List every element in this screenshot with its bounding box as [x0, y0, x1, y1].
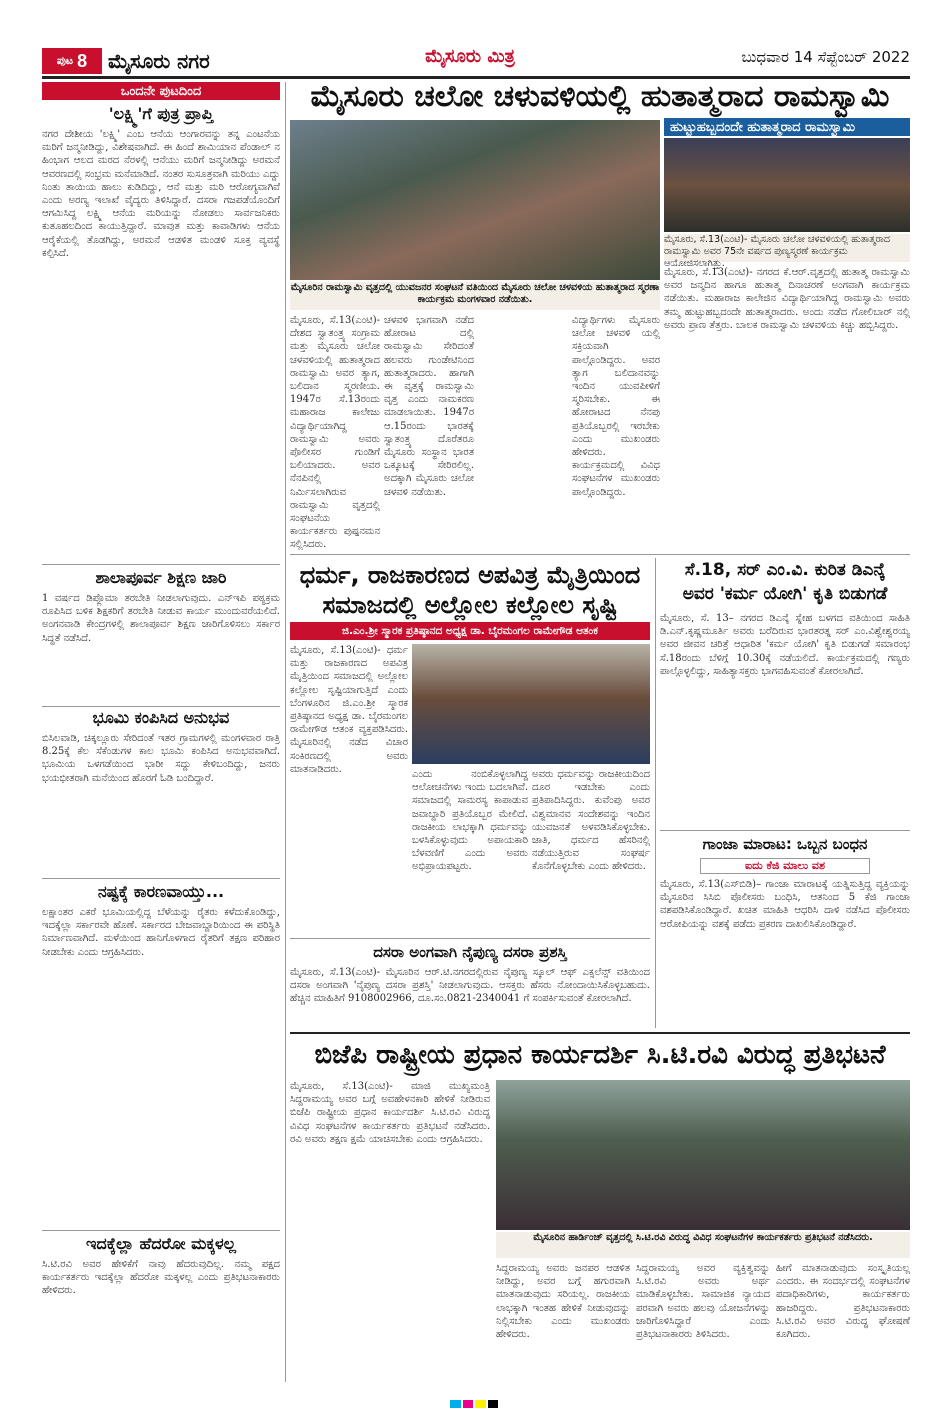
dasara-headline: ದಸರಾ ಅಂಗವಾಗಿ ನೈಪುಣ್ಯ ದಸರಾ ಪ್ರಶಸ್ತಿ	[373, 943, 567, 961]
black-mark	[488, 1400, 499, 1408]
dharma-headline-2: ಸಮಾಜದಲ್ಲಿ ಅಲ್ಲೋಲ ಕಲ್ಲೋಲ ಸೃಷ್ಟಿ	[322, 591, 618, 619]
bottom-story-headline: ಬಿಜೆಪಿ ರಾಷ್ಟ್ರೀಯ ಪ್ರಧಾನ ಕಾರ್ಯದರ್ಶಿ ಸಿ.ಟಿ.ರವಿ ವಿರುದ್ಧ ಪ್ರತಿಭಟನೆ	[314, 1040, 886, 1070]
column-divider	[655, 558, 656, 1028]
continued-kicker: ಒಂದನೇ ಪುಟದಿಂದ	[42, 82, 280, 100]
dharma-photo	[412, 644, 650, 764]
divider	[42, 564, 280, 565]
sidebar-photo	[664, 138, 910, 232]
sidebar-caption: ಮೈಸೂರು, ಸೆ.13(ಎಂಟಿ)- ಮೈಸೂರು ಚಲೋ ಚಳವಳಿಯಲ್ಲಿ ಹುತಾತ್ಮರಾದ ರಾಮಸ್ವಾಮಿ ಅವರ 75ನೇ ವರ್ಷದ ಪುಣ್ಯಸ್ಮರಣೆ ಕಾರ್ಯಕ್ರಮ ಆಯೋಜಿಸಲಾಗಿತ್ತು.	[664, 234, 910, 262]
story-loss-title: ನಷ್ಟಕ್ಕೆ ಕಾರಣವಾಯ್ತು...	[97, 882, 225, 901]
divider	[660, 830, 910, 831]
top-story-headline: ಮೈಸೂರು ಚಲೋ ಚಳುವಳಿಯಲ್ಲಿ ಹುತಾತ್ಮರಾದ ರಾಮಸ್ವಾಮಿ	[310, 79, 890, 114]
divider	[290, 938, 650, 939]
story-lakshmi-title: 'ಲಕ್ಷ್ಮಿ'ಗೆ ಪುತ್ರ ಪ್ರಾಪ್ತಿ	[108, 104, 214, 123]
story-preschool-title: ಶಾಲಾಪೂರ್ವ ಶಿಕ್ಷಣ ಜಾರಿ	[95, 568, 227, 587]
karma-headline-1: ಸೆ.18, ಸರ್ ಎಂ.ವಿ. ಕುರಿತ ಡಿಎನ್ಕೆ	[684, 560, 886, 580]
cyan-mark	[450, 1400, 461, 1408]
page-number-badge	[42, 48, 102, 74]
story-fear-title: ಇದಕ್ಕೆಲ್ಲಾ ಹೆದರೋ ಮಕ್ಕಳಲ್ಲ	[85, 1234, 237, 1253]
section-name: ಮೈಸೂರು ನಗರ	[108, 49, 210, 73]
top-story-body-col1: ಮೈಸೂರು, ಸೆ.13(ಎಂಟಿ)- ದೇಶದ ಸ್ವಾತಂತ್ರ್ಯ ಸಂಗ್ರಾಮ ಮತ್ತು ಮೈಸೂರು ಚಲೋ ಚಳವಳಿಯಲ್ಲಿ ಹುತಾತ್ಮರಾದ ರಾಮಸ್ವಾಮಿ ಅವರ ತ್ಯಾಗ, ಬಲಿದಾನ ಸ್ಮರಣೀಯ. 1947ರ ಸೆ.13ರಂದು ಮಹಾರಾಜ ಕಾಲೇಜು ವಿದ್ಯಾರ್ಥಿಯಾಗಿದ್ದ ರಾಮಸ್ವಾಮಿ ಅವರು ಪೊಲೀಸರ ಗುಂಡಿಗೆ ಬಲಿಯಾದರು. ಅವರ ನೆನಪಿನಲ್ಲಿ ನಿರ್ಮಿಸಲಾಗಿರುವ ರಾಮಸ್ವಾಮಿ ವೃತ್ತದಲ್ಲಿ ಸಂಘಟನೆಯ ಕಾರ್ಯಕರ್ತರು ಪುಷ್ಪನಮನ ಸಲ್ಲಿಸಿದರು.	[290, 315, 380, 551]
top-story-body-col4: ಮೈಸೂರು, ಸೆ.13(ಎಂಟಿ)- ನಗರದ ಕೆ.ಆರ್.ವೃತ್ತದಲ್ಲಿ ಹುತಾತ್ಮ ರಾಮಸ್ವಾಮಿ ಅವರ ಜನ್ಮದಿನ ಹಾಗೂ ಹುತಾತ್ಮ ದಿನಾಚರಣೆ ಅಂಗವಾಗಿ ಕಾರ್ಯಕ್ರಮ ನಡೆಯಿತು. ಮಹಾರಾಜ ಕಾಲೇಜಿನ ವಿದ್ಯಾರ್ಥಿಯಾಗಿದ್ದ ರಾಮಸ್ವಾಮಿ ಅವರು ತಮ್ಮ ಹುಟ್ಟುಹಬ್ಬದಂದೇ ಹುತಾತ್ಮರಾದರು. ಅಂದು ನಡೆದ ಗೋಲಿಬಾರ್ ನಲ್ಲಿ ಅವರು ಪ್ರಾಣ ತೆತ್ತರು. ಬಾಲಕ ರಾಮಸ್ವಾಮಿ ಚಳವಳಿಯ ಕಿಚ್ಚು ಹಬ್ಬಿಸಿದ್ದರು.	[664, 267, 910, 331]
ganja-subhead: ಐದು ಕೆಜಿ ಮಾಲು ವಶ	[700, 858, 870, 874]
divider	[290, 1032, 910, 1034]
bottom-story-photo-caption: ಮೈಸೂರಿನ ಹಾರ್ಡಿಂಜ್ ವೃತ್ತದಲ್ಲಿ ಸಿ.ಟಿ.ರವಿ ವಿರುದ್ಧ ವಿವಿಧ ಸಂಘಟನೆಗಳ ಕಾರ್ಯಕರ್ತರು ಪ್ರತಿಭಟನೆ ನಡೆಸಿದರು.	[496, 1232, 910, 1258]
sidebar-kicker: ಹುಟ್ಟುಹಬ್ಬದಂದೇ ಹುತಾತ್ಮರಾದ ರಾಮಸ್ವಾಮಿ	[664, 118, 910, 136]
divider	[42, 706, 280, 707]
column-divider	[285, 82, 286, 1382]
karma-headline-2: ಅವರ 'ಕರ್ಮ ಯೋಗಿ' ಕೃತಿ ಬಿಡುಗಡೆ	[682, 584, 888, 604]
top-story-photo	[290, 120, 660, 280]
page-number: 8	[77, 50, 88, 71]
bottom-story-body-col2: ಸಿದ್ದರಾಮಯ್ಯ ಅವರು ಜನಪರ ಆಡಳಿತ ನೀಡಿದ್ದು, ಅವರ ಬಗ್ಗೆ ಹಗುರವಾಗಿ ಮಾತನಾಡುವುದು ಸರಿಯಲ್ಲ. ರಾಜಕೀಯ ಲಾಭಕ್ಕಾಗಿ ಇಂತಹ ಹೇಳಿಕೆ ನೀಡುವುದನ್ನು ನಿಲ್ಲಿಸಬೇಕು ಎಂದು ಮುಖಂಡರು ಹೇಳಿದರು.	[496, 1263, 630, 1341]
top-story-body-col2: ಚಳವಳಿ ಭಾಗವಾಗಿ ನಡೆದ ಹೋರಾಟ ದಲ್ಲಿ ರಾಮಸ್ವಾಮಿ ಸೇರಿದಂತೆ ಹಲವರು ಗುಂಡೇಟಿನಿಂದ ಹುತಾತ್ಮರಾದರು. ಹಾಗಾಗಿ ಈ ವೃತ್ತಕ್ಕೆ ರಾಮಸ್ವಾಮಿ ವೃತ್ತ ಎಂದು ನಾಮಕರಣ ಮಾಡಲಾಯಿತು. 1947ರ ಆ.15ರಂದು ಭಾರತಕ್ಕೆ ಸ್ವಾತಂತ್ರ್ಯ ದೊರೆತರೂ ಮೈಸೂರು ಸಂಸ್ಥಾನ ಭಾರತ ಒಕ್ಕೂಟಕ್ಕೆ ಸೇರಿರಲಿಲ್ಲ. ಅದಕ್ಕಾಗಿ ಮೈಸೂರು ಚಲೋ ಚಳವಳಿ ನಡೆಯಿತು.	[384, 315, 474, 498]
issue-date: ಬುಧವಾರ 14 ಸೆಪ್ಟೆಂಬರ್ 2022	[741, 48, 910, 66]
divider	[290, 554, 910, 555]
magenta-mark	[463, 1400, 474, 1408]
ganja-headline: ಗಾಂಜಾ ಮಾರಾಟ: ಒಬ್ಬನ ಬಂಧನ	[702, 835, 868, 853]
color-registration-marks	[450, 1400, 498, 1408]
top-story-body-col3: ವಿದ್ಯಾರ್ಥಿಗಳು ಮೈಸೂರು ಚಲೋ ಚಳವಳಿ ಯಲ್ಲಿ ಸಕ್ರಿಯವಾಗಿ ಪಾಲ್ಗೊಂಡಿದ್ದರು. ಅವರ ತ್ಯಾಗ ಬಲಿದಾನವನ್ನು ಇಂದಿನ ಯುವಪೀಳಿಗೆ ಸ್ಮರಿಸಬೇಕು. ಈ ಹೋರಾಟದ ನೆನಪು ಪ್ರತಿಯೊಬ್ಬರಲ್ಲಿ ಇರಬೇಕು ಎಂದು ಮುಖಂಡರು ಹೇಳಿದರು. ಕಾರ್ಯಕ್ರಮದಲ್ಲಿ ವಿವಿಧ ಸಂಘಟನೆಗಳ ಮುಖಂಡರು ಪಾಲ್ಗೊಂಡಿದ್ದರು.	[572, 315, 660, 498]
dharma-body-col3: ಅವರು ಧರ್ಮವನ್ನು ರಾಜಕೀಯದಿಂದ ದೂರ ಇಡಬೇಕು ಎಂದು ಪ್ರತಿಪಾದಿಸಿದ್ದರು. ಕುವೆಂಪು ಅವರ ವಿಶ್ವಮಾನವ ಸಂದೇಶವನ್ನು ಇಂದಿನ ಯುವಜನತೆ ಅಳವಡಿಸಿಕೊಳ್ಳಬೇಕು. ಜಾತಿ, ಧರ್ಮದ ಹೆಸರಿನಲ್ಲಿ ನಡೆಯುತ್ತಿರುವ ಸಂಘರ್ಷ ಕೊನೆಗೊಳ್ಳಬೇಕು ಎಂದು ಹೇಳಿದರು.	[532, 769, 650, 873]
dharma-body-col2: ಎಂದು ನಂಬಿಕೊಳ್ಳಲಾಗಿದ್ದ ಆಲೋಚನೆಗಳು ಇಂದು ಬದಲಾಗಿವೆ. ಸಮಾಜದಲ್ಲಿ ಸಾಮರಸ್ಯ ಕಾಪಾಡುವ ಜವಾಬ್ದಾರಿ ಪ್ರತಿಯೊಬ್ಬರ ಮೇಲಿದೆ. ರಾಜಕೀಯ ಲಾಭಕ್ಕಾಗಿ ಧರ್ಮವನ್ನು ಬಳಸಿಕೊಳ್ಳುವುದು ಅಪಾಯಕಾರಿ ಬೆಳವಣಿಗೆ ಎಂದು ಅವರು ಅಭಿಪ್ರಾಯಪಟ್ಟರು.	[412, 769, 528, 873]
divider	[42, 878, 280, 879]
story-preschool-body: 1 ವರ್ಷದ ಡಿಪ್ಲೊಮಾ ತರಬೇತಿ ನೀಡಲಾಗುವುದು. ಎನ್‌ಇಪಿ ಪಠ್ಯಕ್ರಮ ರೂಪಿಸಿದ ಬಳಿಕ ಶಿಕ್ಷಕರಿಗೆ ತರಬೇತಿ ನೀಡುವ ಕಾರ್ಯ ಮುಂದುವರೆಯಲಿದೆ. ಅಂಗನವಾಡಿ ಕೇಂದ್ರಗಳಲ್ಲಿ ಶಾಲಾಪೂರ್ವ ಶಿಕ್ಷಣ ಜಾರಿಗೊಳಿಸಲು ಸರ್ಕಾರ ಸಿದ್ಧತೆ ನಡೆಸಿದೆ.	[42, 593, 280, 644]
karma-body: ಮೈಸೂರು, ಸೆ. 13– ನಗರದ ಡಿಎನ್ಕೆ ಸ್ನೇಹ ಬಳಗದ ವತಿಯಿಂದ ಸಾಹಿತಿ ಡಿ.ಎನ್.ಕೃಷ್ಣಮೂರ್ತಿ ಅವರು ಬರೆದಿರುವ ಭಾರತರತ್ನ ಸರ್ ಎಂ.ವಿಶ್ವೇಶ್ವರಯ್ಯ ಅವರ ಜೀವನ ಚರಿತ್ರೆ ಆಧಾರಿತ 'ಕರ್ಮ ಯೋಗಿ' ಕೃತಿ ಬಿಡುಗಡೆ ಸಮಾರಂಭ ಸೆ.18ರಂದು ಬೆಳಿಗ್ಗೆ 10.30ಕ್ಕೆ ನಡೆಯಲಿದೆ. ಕಾರ್ಯಕ್ರಮದಲ್ಲಿ ಗಣ್ಯರು ಪಾಲ್ಗೊಳ್ಳಲಿದ್ದು, ಸಾಹಿತ್ಯಾಸಕ್ತರು ಭಾಗವಹಿಸುವಂತೆ ಕೋರಲಾಗಿದೆ.	[660, 613, 910, 677]
story-lakshmi-body: ನಗರ ದೇಶೀಯ 'ಲಕ್ಷ್ಮಿ' ಎಂಬ ಆನೆಯ ಆಂಗಾರವನ್ನು ತನ್ನ ಎಂಟನೆಯ ಮರಿಗೆ ಜನ್ಮನೀಡಿದ್ದು, ವಿಶೇಷವಾಗಿದೆ. ಈ ಹಿಂದೆ ಶಾಮಿಯಾನ ಪೆಂಡಾಲ್ ನ ಹಿಂಭಾಗ ಆಲದ ಮರದ ನೆರಳಲ್ಲಿ ಆನೆಯು ಮರಿಗೆ ಜನ್ಮನೀಡಿದ್ದು ಅರಮನೆ ಆವರಣದಲ್ಲಿ ಸಂಭ್ರಮ ಮನೆಮಾಡಿದೆ. ನಂತರ ಸುಸೂತ್ರವಾಗಿ ಮರಿಯು ಎದ್ದು ನಿಂತು ತಾಯಿಯ ಹಾಲು ಕುಡಿದಿದ್ದು, ಆನೆ ಮತ್ತು ಮರಿ ಆರೋಗ್ಯವಾಗಿವೆ ಎಂದು ಅರಣ್ಯ ಇಲಾಖೆ ವೈದ್ಯರು ತಿಳಿಸಿದ್ದಾರೆ. ದಸರಾ ಗಜಪಡೆಯೊಂದಿಗೆ ಆಗಮಿಸಿದ್ದ ಲಕ್ಷ್ಮಿ ಆನೆಯ ಮರಿಯನ್ನು ನೋಡಲು ಸಾರ್ವಜನಿಕರು ಕುತೂಹಲದಿಂದ ಕಾಯುತ್ತಿದ್ದಾರೆ. ಮಾವುತ ಮತ್ತು ಕಾವಾಡಿಗಳು ಆನೆಯ ಆರೈಕೆಯಲ್ಲಿ ತೊಡಗಿದ್ದು, ಅರಮನೆ ಆಡಳಿತ ಮಂಡಳಿ ಸೂಕ್ತ ವ್ಯವಸ್ಥೆ ಕಲ್ಪಿಸಿದೆ.	[42, 129, 280, 259]
story-earthquake-body: ಬಿಸಿಲವಾಡಿ, ಚಿಕ್ಕಲ್ಲೂರು ಸೇರಿದಂತೆ ಇತರ ಗ್ರಾಮಗಳಲ್ಲಿ ಮಂಗಳವಾರ ರಾತ್ರಿ 8.25ಕ್ಕೆ ಕೆಲ ಸೆಕೆಂಡುಗಳ ಕಾಲ ಭೂಮಿ ಕಂಪಿಸಿದ ಅನುಭವವಾಗಿದೆ. ಭೂಮಿಯ ಒಳಗಡೆಯಿಂದ ಭಾರೀ ಸದ್ದು ಕೇಳಿಬಂದಿದ್ದು, ಜನರು ಭಯಭೀತರಾಗಿ ಮನೆಯಿಂದ ಹೊರಗೆ ಓಡಿ ಬಂದಿದ್ದಾರೆ.	[42, 733, 280, 784]
page-label: ಪುಟ	[56, 54, 74, 67]
bottom-story-photo	[496, 1080, 910, 1230]
story-fear-body: ಸಿ.ಟಿ.ರವಿ ಅವರ ಹೇಳಿಕೆಗೆ ನಾವು ಹೆದರುವುದಿಲ್ಲ. ನಮ್ಮ ಪಕ್ಷದ ಕಾರ್ಯಕರ್ತರು ಇದಕ್ಕೆಲ್ಲಾ ಹೆದರೋ ಮಕ್ಕಳಲ್ಲ ಎಂದು ಪ್ರತಿಭಟನಾಕಾರರು ಹೇಳಿದರು.	[42, 1259, 280, 1297]
story-earthquake-title: ಭೂಮಿ ಕಂಪಿಸಿದ ಅನುಭವ	[92, 708, 230, 727]
dharma-body-col1: ಮೈಸೂರು, ಸೆ.13(ಎಂಟಿ)- ಧರ್ಮ ಮತ್ತು ರಾಜಕಾರಣದ ಅಪವಿತ್ರ ಮೈತ್ರಿಯಿಂದ ಸಮಾಜದಲ್ಲಿ ಅಲ್ಲೋಲ ಕಲ್ಲೋಲ ಸೃಷ್ಟಿಯಾಗುತ್ತಿದೆ ಎಂದು ಬೆಂಗಳೂರಿನ ಜಿ.ಎಂ.ಶ್ರೀ ಸ್ಮಾರಕ ಪ್ರತಿಷ್ಠಾನದ ಅಧ್ಯಕ್ಷ ಡಾ. ಬೈರಮಂಗಲ ರಾಮೇಗೌಡ ಆತಂಕ ವ್ಯಕ್ತಪಡಿಸಿದರು. ಮೈಸೂರಿನಲ್ಲಿ ನಡೆದ ವಿಚಾರ ಸಂಕಿರಣದಲ್ಲಿ ಅವರು ಮಾತನಾಡಿದರು.	[290, 645, 408, 775]
story-loss-body: ಲಕ್ಷಾಂತರ ಎಕರೆ ಭೂಮಿಯಲ್ಲಿದ್ದ ಬೆಳೆಯನ್ನು ರೈತರು ಕಳೆದುಕೊಂಡಿದ್ದು, ಇದಕ್ಕೆಲ್ಲಾ ಸರ್ಕಾರವೇ ಹೊಣೆ. ಸರ್ಕಾರದ ಬೇಜವಾಬ್ದಾರಿಯಿಂದ ಈ ಪರಿಸ್ಥಿತಿ ನಿರ್ಮಾಣವಾಗಿದೆ. ಮಳೆಯಿಂದ ಹಾನಿಗೊಳಗಾದ ರೈತರಿಗೆ ತಕ್ಷಣ ಪರಿಹಾರ ನೀಡಬೇಕು ಎಂದು ಆಗ್ರಹಿಸಿದರು.	[42, 907, 280, 958]
yellow-mark	[475, 1400, 486, 1408]
top-story-photo-caption: ಮೈಸೂರಿನ ರಾಮಸ್ವಾಮಿ ವೃತ್ತದಲ್ಲಿ ಯುವಜನರ ಸಂಘಟನೆ ವತಿಯಿಂದ ಮೈಸೂರು ಚಲೋ ಚಳವಳಿಯ ಹುತಾತ್ಮರಾದ ಸ್ಮರಣಾ ಕಾರ್ಯಕ್ರಮ ಮಂಗಳವಾರ ನಡೆಯಿತು.	[290, 282, 660, 310]
ganja-body: ಮೈಸೂರು, ಸೆ.13(ಎಸ್‌ಬಿಡಿ)– ಗಾಂಜಾ ಮಾರಾಟಕ್ಕೆ ಯತ್ನಿಸುತ್ತಿದ್ದ ವ್ಯಕ್ತಿಯನ್ನು ಮೈಸೂರಿನ ಸಿಸಿಬಿ ಪೊಲೀಸರು ಬಂಧಿಸಿ, ಆತನಿಂದ 5 ಕೆಜಿ ಗಾಂಜಾ ವಶಪಡಿಸಿಕೊಂಡಿದ್ದಾರೆ. ಖಚಿತ ಮಾಹಿತಿ ಆಧರಿಸಿ ದಾಳಿ ನಡೆಸಿದ ಪೊಲೀಸರು ಆರೋಪಿಯನ್ನು ವಶಕ್ಕೆ ಪಡೆದು ಪ್ರಕರಣ ದಾಖಲಿಸಿಕೊಂಡಿದ್ದಾರೆ.	[660, 879, 910, 930]
dharma-headline-1: ಧರ್ಮ, ರಾಜಕಾರಣದ ಅಪವಿತ್ರ ಮೈತ್ರಿಯಿಂದ	[299, 561, 641, 589]
divider	[42, 1230, 280, 1231]
dharma-subhead: ಜಿ.ಎಂ.ಶ್ರೀ ಸ್ಮಾರಕ ಪ್ರತಿಷ್ಠಾನದ ಅಧ್ಯಕ್ಷ ಡಾ. ಬೈರಮಂಗಲ ರಾಮೇಗೌಡ ಆತಂಕ	[290, 622, 650, 640]
bottom-story-body-col4: ಹೀಗೆ ಮಾತನಾಡುವುದು ಸಂಸ್ಕೃತಿಯಲ್ಲ ಎಂದರು. ಈ ಸಂದರ್ಭದಲ್ಲಿ ಸಂಘಟನೆಗಳ ಪದಾಧಿಕಾರಿಗಳು, ಕಾರ್ಯಕರ್ತರು ಹಾಜರಿದ್ದರು. ಪ್ರತಿಭಟನಾಕಾರರು ಸಿ.ಟಿ.ರವಿ ಅವರ ವಿರುದ್ಧ ಘೋಷಣೆ ಕೂಗಿದರು.	[776, 1263, 910, 1341]
bottom-story-body-col1: ಮೈಸೂರು, ಸೆ.13(ಎಂಟಿ)- ಮಾಜಿ ಮುಖ್ಯಮಂತ್ರಿ ಸಿದ್ದರಾಮಯ್ಯ ಅವರ ಬಗ್ಗೆ ಅವಹೇಳನಕಾರಿ ಹೇಳಿಕೆ ನೀಡಿರುವ ಬಿಜೆಪಿ ರಾಷ್ಟ್ರೀಯ ಪ್ರಧಾನ ಕಾರ್ಯದರ್ಶಿ ಸಿ.ಟಿ.ರವಿ ವಿರುದ್ಧ ವಿವಿಧ ಸಂಘಟನೆಗಳ ಕಾರ್ಯಕರ್ತರು ಪ್ರತಿಭಟನೆ ನಡೆಸಿದರು. ರವಿ ಅವರು ತಕ್ಷಣ ಕ್ಷಮೆ ಯಾಚಿಸಬೇಕು ಎಂದು ಆಗ್ರಹಿಸಿದರು.	[290, 1081, 490, 1145]
dasara-body: ಮೈಸೂರು, ಸೆ.13(ಎಂಟಿ)- ಮೈಸೂರಿನ ಆರ್.ಟಿ.ನಗರದಲ್ಲಿರುವ ನೈಪುಣ್ಯ ಸ್ಕೂಲ್ ಆಫ್ ಎಕ್ಸಲೆನ್ಸ್ ವತಿಯಿಂದ ದಸರಾ ಅಂಗವಾಗಿ 'ನೈಪುಣ್ಯ ದಸರಾ ಪ್ರಶಸ್ತಿ' ನೀಡಲಾಗುವುದು. ಆಸಕ್ತರು ಹೆಸರು ನೋಂದಾಯಿಸಿಕೊಳ್ಳಬಹುದು. ಹೆಚ್ಚಿನ ಮಾಹಿತಿಗೆ 9108002966, ದೂ.ಸಂ.0821-2340041 ಗೆ ಸಂಪರ್ಕಿಸುವಂತೆ ಕೋರಲಾಗಿದೆ.	[290, 967, 650, 1005]
masthead-logo: ಮೈಸೂರು ಮಿತ್ರ	[425, 46, 515, 67]
bottom-story-body-col3: ಸಿದ್ದರಾಮಯ್ಯ ಅವರ ವ್ಯಕ್ತಿತ್ವವನ್ನು ಸಿ.ಟಿ.ರವಿ ಅವರು ಅರ್ಥ ಮಾಡಿಕೊಳ್ಳಬೇಕು. ಸಾಮಾಜಿಕ ನ್ಯಾಯದ ಪರವಾಗಿ ಅವರು ಹಲವು ಯೋಜನೆಗಳನ್ನು ಜಾರಿಗೊಳಿಸಿದ್ದಾರೆ ಎಂದು ಪ್ರತಿಭಟನಾಕಾರರು ತಿಳಿಸಿದರು.	[636, 1263, 770, 1341]
